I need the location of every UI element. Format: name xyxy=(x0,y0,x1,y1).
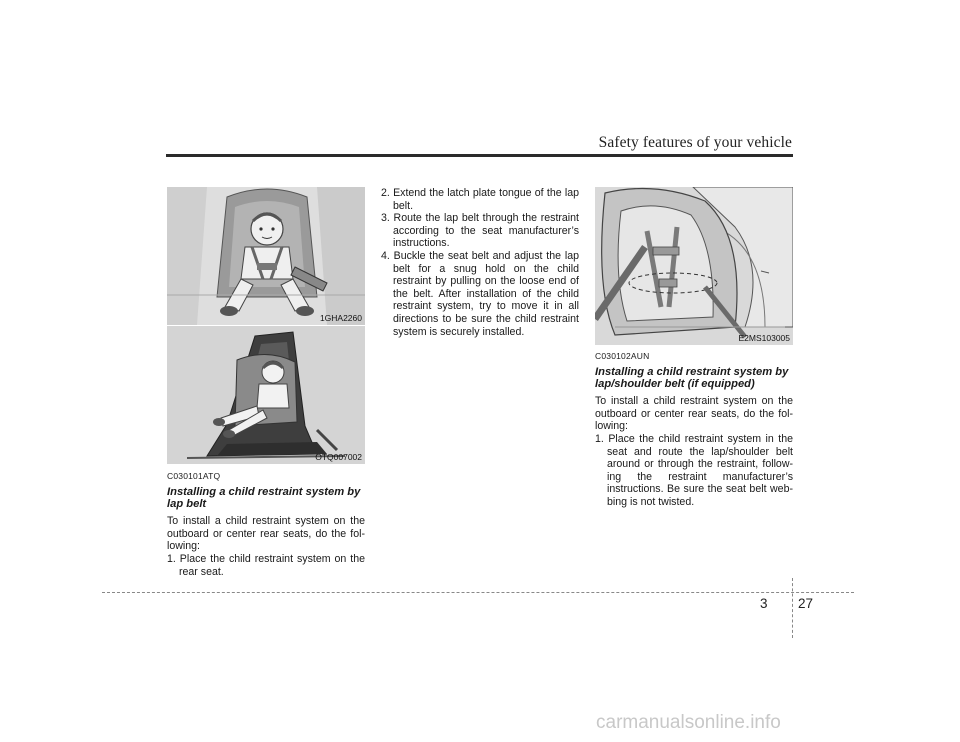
figure-code-1: 1GHA2260 xyxy=(319,313,362,323)
figure-booster-seat xyxy=(167,187,365,325)
section-heading: Installing a child restraint system by lap belt xyxy=(167,485,361,511)
step-item: 4. Buckle the seat belt and adjust the lap belt for a snug hold on the child restraint by pulling on the loose end of the belt. After installation of the child restraint system, try to move it in all directions to be sure the child restraint system is securely installed. xyxy=(381,249,579,338)
section-lap-belt-part2 xyxy=(381,187,579,338)
page-number-divider xyxy=(792,578,793,638)
section-heading: Installing a child restraint system by lap/shoulder belt (if equipped) xyxy=(595,365,789,391)
section-code: C030102AUN xyxy=(595,351,650,361)
figure-lap-shoulder-belt xyxy=(595,187,793,345)
watermark-text: carmanualsonline.info xyxy=(596,712,781,733)
page-header-title: Safety features of your vehicle xyxy=(598,134,792,151)
section-lap-shoulder-belt xyxy=(595,350,793,509)
step-item: 3. Route the lap belt through the restraint according to the seat manufacturer’s instructions. xyxy=(381,212,579,250)
section-intro: To install a child restraint system on the outboard or center rear seats, do the fol-lowing: xyxy=(167,515,365,553)
figure-code-3: E2MS103005 xyxy=(738,333,790,343)
figure-child-seat xyxy=(167,326,365,464)
step-item: 1. Place the child restraint system on the rear seat. xyxy=(167,552,365,578)
child-seat-illustration xyxy=(167,326,365,464)
footer-divider xyxy=(102,592,854,593)
booster-seat-illustration xyxy=(167,187,365,325)
section-lap-belt-part1 xyxy=(167,470,365,578)
section-intro: To install a child restraint system on the outboard or center rear seats, do the fol-lowing: xyxy=(595,395,793,433)
step-item: 1. Place the child restraint system in the seat and route the lap/shoulder belt around or through the restraint, follow-ing the restraint manufacturer’s instructions. Be sure the seat belt web-bing is not twisted. xyxy=(595,432,793,508)
page-number: 27 xyxy=(798,596,814,611)
chapter-number: 3 xyxy=(760,596,768,611)
figure-code-2: OTQ007002 xyxy=(315,452,362,462)
section-code: C030101ATQ xyxy=(167,471,221,481)
lap-shoulder-belt-illustration xyxy=(595,187,793,345)
header-divider xyxy=(166,154,793,157)
step-item: 2. Extend the latch plate tongue of the lap belt. xyxy=(381,187,579,212)
